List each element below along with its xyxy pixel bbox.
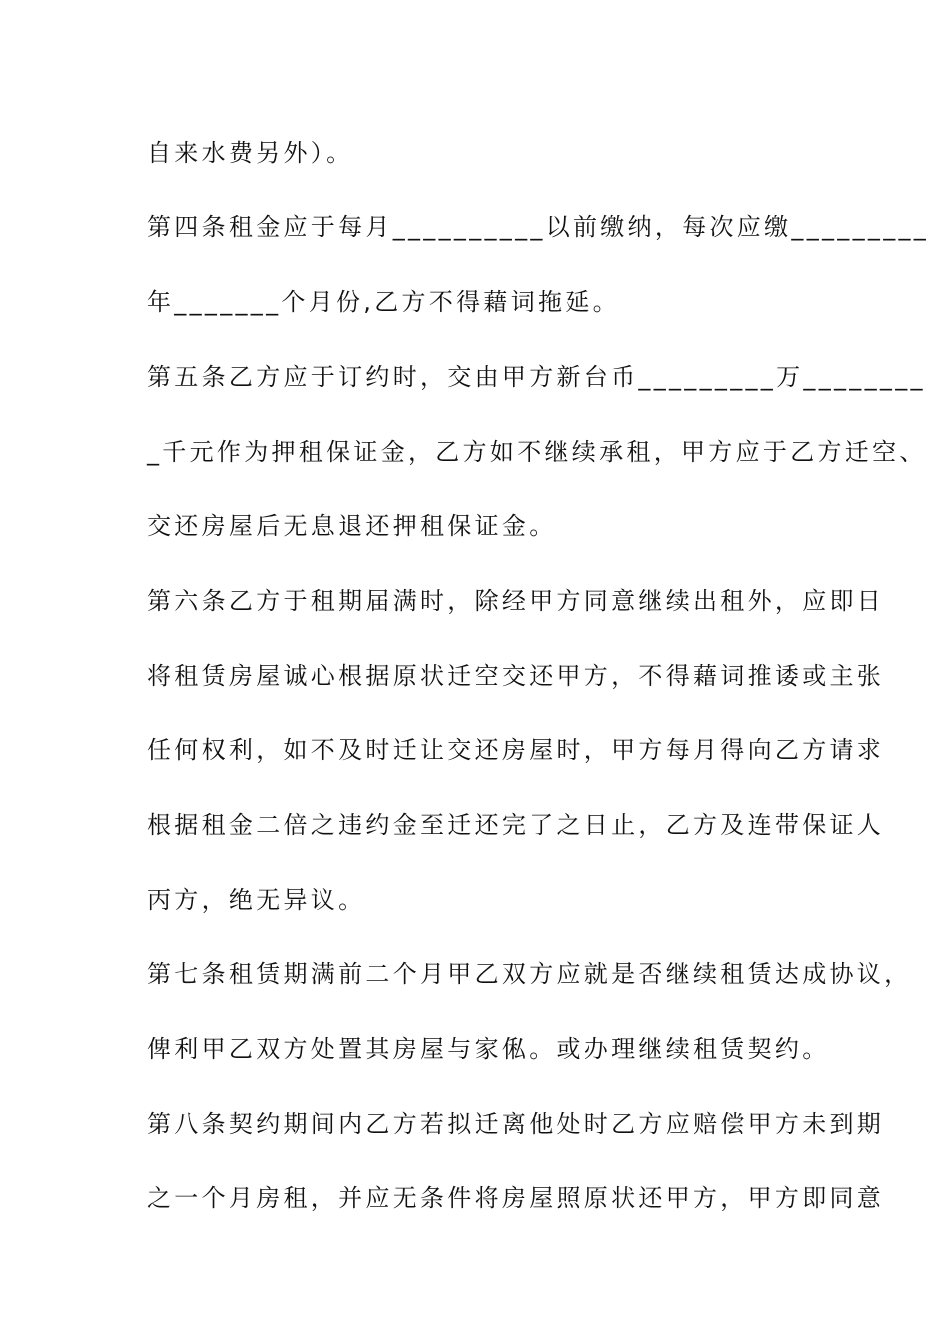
text-line: 第四条租金应于每月__________以前缴纳，每次应缴_________ <box>147 213 930 241</box>
text-line: 交还房屋后无息退还押租保证金。 <box>147 512 557 540</box>
text-line: 第七条租赁期满前二个月甲乙双方应就是否继续租赁达成协议， <box>147 960 912 988</box>
text-line: 丙方，绝无异议。 <box>147 886 366 914</box>
text-line: 根据租金二倍之违约金至迁还完了之日止，乙方及连带保证人 <box>147 811 885 839</box>
text-line: 第六条乙方于租期届满时，除经甲方同意继续出租外，应即日 <box>147 587 885 615</box>
text-line: 年_______个月份,乙方不得藉词拖延。 <box>147 288 620 316</box>
text-line: 俾利甲乙双方处置其房屋与家俬。或办理继续租赁契约。 <box>147 1035 830 1063</box>
text-line: 将租赁房屋诚心根据原状迁空交还甲方，不得藉词推诿或主张 <box>147 662 885 690</box>
text-line: 自来水费另外）。 <box>147 139 354 167</box>
text-line: 之一个月房租，并应无条件将房屋照原状还甲方，甲方即同意 <box>147 1184 885 1212</box>
text-line: 任何权利，如不及时迁让交还房屋时，甲方每月得向乙方请求 <box>147 736 885 764</box>
text-line: 第五条乙方应于订约时，交由甲方新台币_________万________ <box>147 363 926 391</box>
text-line: 第八条契约期间内乙方若拟迁离他处时乙方应赔偿甲方未到期 <box>147 1110 885 1138</box>
text-line: _千元作为押租保证金，乙方如不继续承租，甲方应于乙方迁空、 <box>147 438 927 466</box>
